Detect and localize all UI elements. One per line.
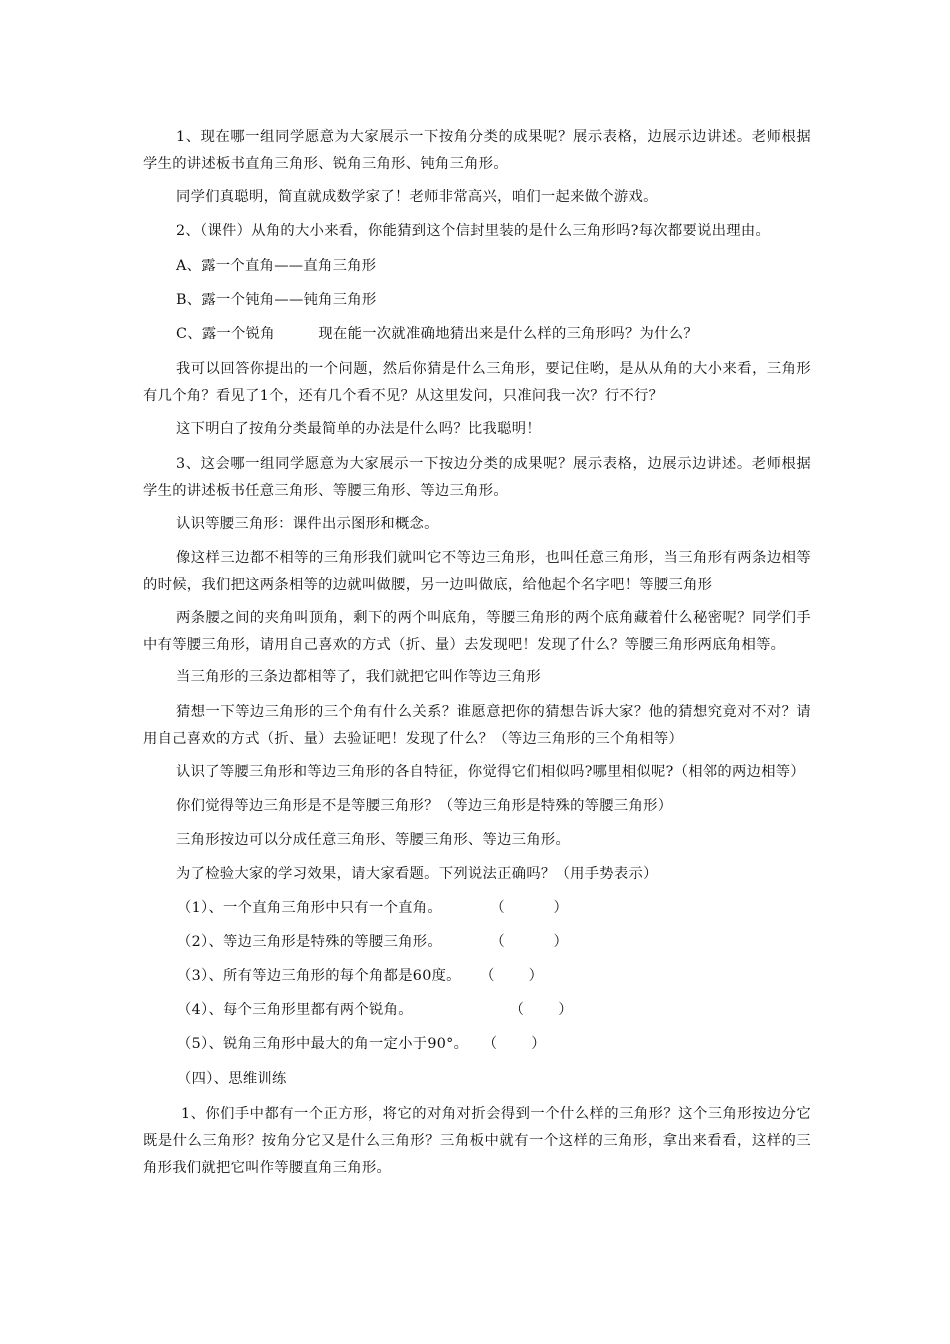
section-heading-thinking-training: （四）、思维训练 [177,1071,287,1087]
paragraph-envelope-game: 2、（课件）从角的大小来看，你能猜到这个信封里装的是什么三角形吗?每次都要说出理由。 [176,223,771,239]
quiz-item-3: （3）、所有等边三角形的每个角都是60度。 （ ） [177,968,544,984]
option-a: A、露一个直角——直角三角形 [176,258,377,274]
paragraph-question-rule: 我可以回答你提出的一个问题，然后你猜是什么三角形，要记住哟，是从从角的大小来看，三角形有几个角？看见了1个，还有几个看不见？从这里发问，只准问我一次？行不行？ [143,361,811,404]
paragraph-equilateral-definition: 当三角形的三条边都相等了，我们就把它叫作等边三角形 [176,669,541,685]
paragraph-equilateral-angles: 猜想一下等边三角形的三个角有什么关系？谁愿意把你的猜想告诉大家？他的猜想究竟对不对？请用自己喜欢的方式（折、量）去验证吧！发现了什么？（等边三角形的三个角相等） [143,704,811,747]
paragraph-isosceles-right-triangle: 1、你们手中都有一个正方形，将它的对角对折会得到一个什么样的三角形？这个三角形按边分它既是什么三角形？按角分它又是什么三角形？三角板中就有一个这样的三角形，拿出来看看，这样的三角形我们就把它叫作等腰直角三角形。 [143,1106,811,1176]
paragraph-isosceles-definition: 像这样三边都不相等的三角形我们就叫它不等边三角形，也叫任意三角形，当三角形有两条边相等的时候，我们把这两条相等的边就叫做腰，另一边叫做底，给他起个名字吧！等腰三角形 [143,550,811,593]
option-c: C、露一个锐角 现在能一次就准确地猜出来是什么样的三角形吗？为什么？ [176,326,698,342]
paragraph-special-isosceles: 你们觉得等边三角形是不是等腰三角形？（等边三角形是特殊的等腰三角形） [176,798,673,814]
quiz-item-1: （1）、一个直角三角形中只有一个直角。 （ ） [177,900,569,916]
paragraph-simplest-way: 这下明白了按角分类最简单的办法是什么吗？比我聪明！ [176,421,541,437]
quiz-item-4: （4）、每个三角形里都有两个锐角。 （ ） [177,1002,573,1018]
paragraph-praise: 同学们真聪明，简直就成数学家了！老师非常高兴，咱们一起来做个游戏。 [176,189,658,205]
paragraph-show-side-classification: 3、这会哪一组同学愿意为大家展示一下按边分类的成果呢？展示表格，边展示边讲述。老师根据学生的讲述板书任意三角形、等腰三角形、等边三角形。 [143,456,811,499]
paragraph-base-angles: 两条腰之间的夹角叫顶角，剩下的两个叫底角，等腰三角形的两个底角藏着什么秘密呢？同学们手中有等腰三角形，请用自己喜欢的方式（折、量）去发现吧！发现了什么？等腰三角形两底角相等。 [143,610,811,653]
paragraph-quiz-intro: 为了检验大家的学习效果，请大家看题。下列说法正确吗？（用手势表示） [176,866,658,882]
paragraph-isosceles-intro: 认识等腰三角形：课件出示图形和概念。 [176,516,439,532]
option-b: B、露一个钝角——钝角三角形 [176,292,377,308]
paragraph-show-angle-classification: 1、现在哪一组同学愿意为大家展示一下按角分类的成果呢？展示表格，边展示边讲述。老师根据学生的讲述板书直角三角形、锐角三角形、钝角三角形。 [143,129,811,172]
quiz-item-2: （2）、等边三角形是特殊的等腰三角形。 （ ） [177,934,569,950]
paragraph-similarity: 认识了等腰三角形和等边三角形的各自特征，你觉得它们相似吗?哪里相似呢?（相邻的两边相等） [176,764,805,780]
quiz-item-5: （5）、锐角三角形中最大的角一定小于90°。 （ ） [177,1036,546,1052]
paragraph-side-summary: 三角形按边可以分成任意三角形、等腰三角形、等边三角形。 [176,832,571,848]
